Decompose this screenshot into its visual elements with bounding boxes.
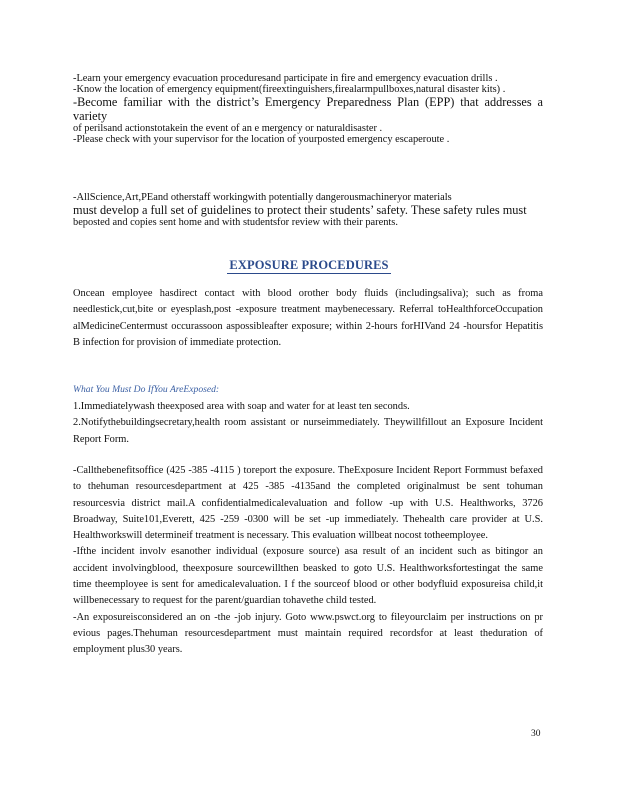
exposure-paragraph: Oncean employee hasdirect contact with blood orother body fluids (includingsaliva); such as froma needlestick,cut,bite or eyesplash,post -exposure treatment maybenecessary. Referral toHealthforceOccupation alMedicineCentermust occurassoon aspossibleafter exposure; within 2-hours forHIVand 24 -hoursfor Hepatitis B infection for provision of immediate protection. [73,288,543,348]
step-2: 2.Notifythebuildingsecretary,health room assistant or nurseimmediately. Theywillfillout an Exposure Incident Report Form. [73,417,543,445]
page-number: 30 [531,729,541,739]
bullet-evacuation: -Learn your emergency evacuation proceduresand participate in fire and emergency evacuation drills . [73,73,498,84]
injury-paragraph: -An exposureisconsidered an on -the -job injury. Goto www.pswct.org to fileyourclaim per instructions on pr evious pages.Thehuman resourcesdepartment must maintain required recordsfor at least theduration of employment plus30 years. [73,611,543,656]
science-line-2: must develop a full set of guidelines to protect their students’ safety. These safety rules must [73,203,527,217]
science-line-1: -AllScience,Art,PEand otherstaff workingwith potentially dangerousmachineryor materials [73,192,452,203]
bullet-equipment: -Know the location of emergency equipment(fireextinguishers,firealarmpullboxes,natural disaster kits) . [73,84,506,95]
bullet-epp-cont: of perilsand actionstotakein the event of an e mergency or naturaldisaster . [73,123,383,134]
intro-block [73,73,543,145]
science-block [73,192,543,228]
source-paragraph: -Ifthe incident involv esanother individual (exposure source) asa result of an incident such as bitingor an accident involvingblood, theexposure sourcewillthen beasked to goto U.S. Healthworksfortestingat the same time theemployee is sent for amedicalevaluation. I f the sourceof blood or other bodyfluid exposureisa child,it willbenecessary to request for the parent/guardian tohavethe child tested. [73,546,543,607]
section-heading-text: EXPOSURE PROCEDURES [229,258,389,272]
what-to-do-block [73,384,543,395]
science-line-3: beposted and copies sent home and with studentsfor review with their parents. [73,217,398,228]
steps-list [73,399,543,448]
section-heading [0,258,618,273]
bullet-escape-route: -Please check with your supervisor for the location of yourposted emergency escaperoute . [73,134,450,145]
step-1: 1.Immediatelywash theexposed area with soap and water for at least ten seconds. [73,401,410,412]
benefits-paragraph: -Callthebenefitsoffice (425 -385 -4115 ) toreport the exposure. TheExposure Incident Report Formmust befaxed to thehuman resourcesdepartment at 425 -385 -4135and the completed originalmust be sent tohuman resourcesvia district mail.A confidentialmedicalevaluation and follow -up with U.S. Healthworks, 3726 Broadway, Suite101,Everett, 425 -259 -0300 will be set -up immediately. Thehealth care provider at U.S. Healthworkswill determineif treatment is necessary. This evaluation willbeat nocost totheemployee. [73,465,543,542]
bullet-epp: -Become familiar with the district’s Emergency Preparedness Plan (EPP) that addresses a variety [73,95,543,123]
what-to-do-heading: What You Must Do IfYou AreExposed: [73,384,220,395]
details-block [73,463,543,659]
